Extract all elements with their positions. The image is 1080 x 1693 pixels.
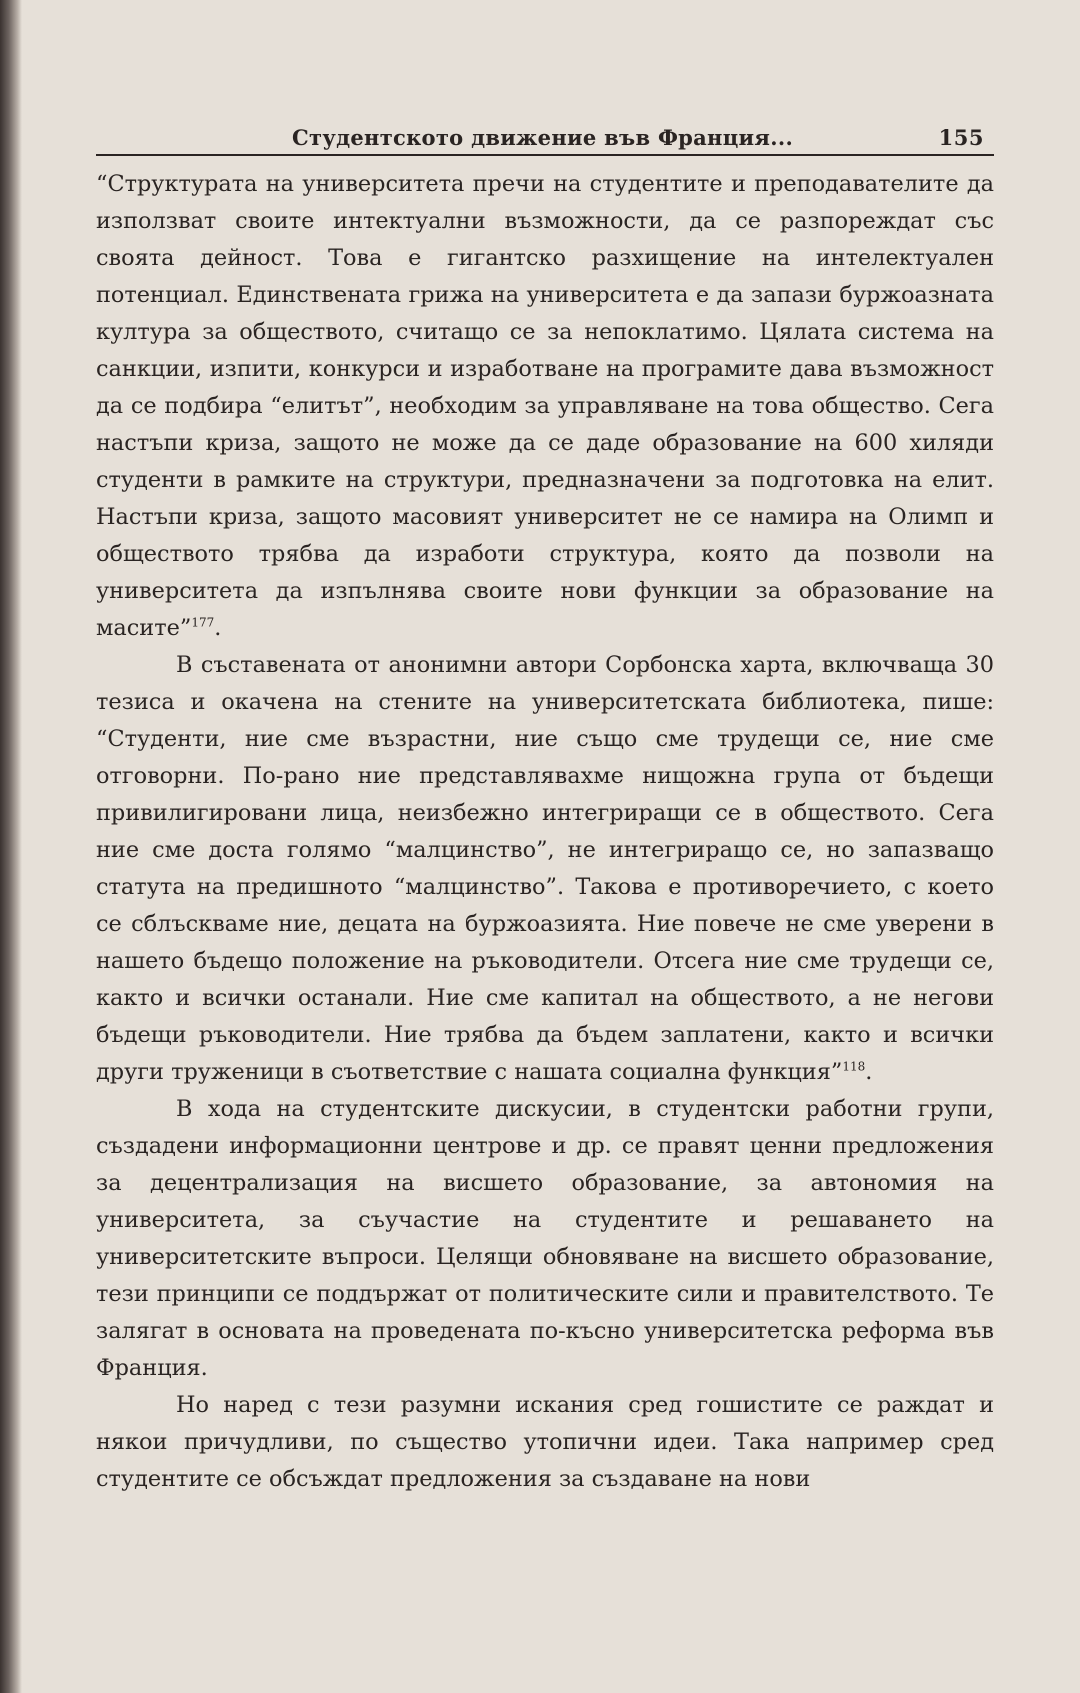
paragraph-end-punct: . (214, 615, 222, 641)
running-header (96, 118, 994, 156)
paragraph-text: В хода на студентските дискусии, в студентски работни групи, създадени информационни центрове и др. се правят ценни предложения за децентрализация на висшето образование, за автономия на университета, за съучастие на студентите и решаването на университетските въпроси. Целящи обновяване на висшето образование, тези принципи се поддържат от политическите сили и правителството. Те залягат в основата на проведената по-късно университетска реформа във Франция. (96, 1096, 994, 1381)
paragraph-proposals (96, 1091, 994, 1387)
paragraph-end-punct: . (865, 1059, 873, 1085)
book-spine-shadow (0, 0, 22, 1693)
running-header-title: Студентското движение във Франция... (292, 125, 794, 150)
paragraph-sorbonne-charter (96, 647, 994, 1091)
paragraph-text: “Структурата на университета пречи на студентите и преподавателите да използват своите интектуални възможности, да се разпореждат със своята дейност. Това е гигантско разхищение на интелектуален потенциал. Единствената грижа на университета е да запази буржоазната култура за обществото, считащо се за непоклатимо. Цялата система на санкции, изпити, конкурси и изработване на програмите дава възможност да се подбира “елитът”, необходим за управляване на това общество. Сега настъпи криза, защото не може да се даде образование на 600 хиляди студенти в рамките на структури, предназначени за подготовка на елит. Настъпи криза, защото масовият университет не се намира на Олимп и обществото трябва да изработи структура, която да позволи на университета да изпълнява своите нови функции за образование на масите” (96, 171, 994, 641)
paragraph-quote-university (96, 166, 994, 647)
page-number: 155 (938, 125, 984, 150)
footnote-ref: 118 (842, 1059, 866, 1074)
footnote-ref: 177 (191, 615, 215, 630)
paragraph-utopian-ideas (96, 1387, 994, 1498)
book-page (96, 118, 994, 1498)
paragraph-text: Но наред с тези разумни искания сред гошистите се раждат и някои причудливи, по същество утопични идеи. Така например сред студентите се обсъждат предложения за създаване на нови (96, 1392, 994, 1492)
paragraph-text: В съставената от анонимни автори Сорбонска харта, включваща 30 тезиса и окачена на стените на университетската библиотека, пише: “Студенти, ние сме възрастни, ние също сме трудещи се, ние сме отговорни. По-рано ние представлявахме нищожна група от бъдещи привилигировани лица, неизбежно интегриращи се в обществото. Сега ние сме доста голямо “малцинство”, не интегриращо се, но запазващо статута на предишното “малцинство”. Такова е противоречието, с което се сблъскваме ние, децата на буржоазията. Ние повече не сме уверени в нашето бъдещо положение на ръководители. Отсега ние сме трудещи се, както и всички останали. Ние сме капитал на обществото, а не негови бъдещи ръководители. Ние трябва да бъдем заплатени, както и всички други труженици в съответствие с нашата социална функция” (96, 652, 994, 1085)
